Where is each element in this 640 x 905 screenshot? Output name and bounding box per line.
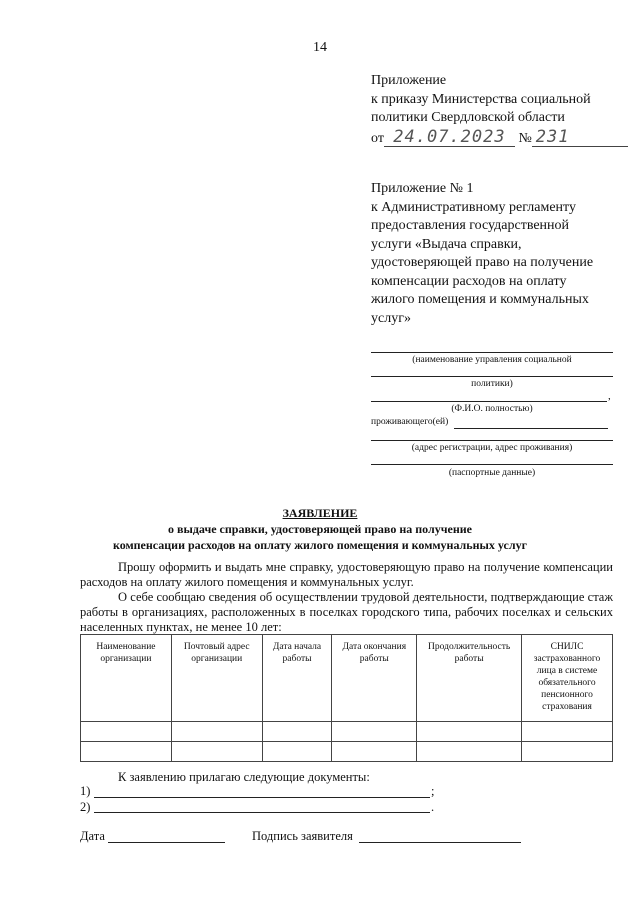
number-label: № <box>518 130 532 146</box>
appendix-regulation <box>371 180 621 328</box>
attachments-intro: К заявлению прилагаю следующие документы: <box>118 770 370 784</box>
fill-line-agency[interactable] <box>371 352 613 353</box>
regulation-line: услуги «Выдача справки, <box>371 236 522 252</box>
date-label: Дата <box>80 829 105 843</box>
attachment-2-label: 2) <box>80 800 91 814</box>
fill-line-residing[interactable] <box>454 428 608 429</box>
appendix-order-line2: к приказу Министерства социальной <box>371 91 591 107</box>
table-cell[interactable] <box>417 742 522 762</box>
attachment-1-line[interactable] <box>94 797 430 798</box>
signature-line[interactable] <box>359 842 521 843</box>
appendix-order-date-row <box>371 128 621 149</box>
table-cell[interactable] <box>522 742 613 762</box>
attachment-1-end: ; <box>431 784 435 798</box>
fill-line-fullname[interactable] <box>371 401 607 402</box>
fill-line-agency-2[interactable] <box>371 376 613 377</box>
order-date: 24.07.2023 <box>384 128 515 148</box>
statement-subtitle-1: о выдаче справки, удостоверяющей право на получение <box>168 522 472 536</box>
statement-subtitle-2: компенсации расходов на оплату жилого помещения и коммунальных услуг <box>112 538 528 552</box>
attachment-2-end: . <box>431 800 435 814</box>
regulation-line: услуг» <box>371 310 411 326</box>
attachment-2-line[interactable] <box>94 812 430 813</box>
header-start-date: Дата начала работы <box>262 635 332 722</box>
header-snils: СНИЛС застрахованного лица в системе обязательного пенсионного страхования <box>522 635 613 722</box>
page-number: 14 <box>313 40 327 55</box>
caption-agency-2: политики) <box>471 379 513 389</box>
appendix-order-line3: политики Свердловской области <box>371 110 565 125</box>
regulation-line: компенсации расходов на оплату <box>371 273 567 289</box>
table-cell[interactable] <box>417 722 522 742</box>
table-cell[interactable] <box>81 742 172 762</box>
header-duration: Продолжительность работы <box>417 635 522 722</box>
table-row <box>81 722 613 742</box>
caption-address: (адрес регистрации, адрес проживания) <box>411 443 573 453</box>
statement-heading: ЗАЯВЛЕНИЕ <box>282 506 358 520</box>
header-end-date: Дата окончания работы <box>332 635 417 722</box>
paragraph-request: Прошу оформить и выдать мне справку, удостоверяющую право на получение компенсации расходов на оплату жилого помещения и коммунальных услуг. <box>80 560 613 589</box>
header-organization: Наименование организации <box>81 635 172 722</box>
regulation-line: жилого помещения и коммунальных <box>371 292 589 307</box>
caption-agency: (наименование управления социальной <box>412 355 572 365</box>
fill-line-passport[interactable] <box>371 464 613 465</box>
appendix-order-line1: Приложение <box>371 73 447 88</box>
fill-line-address[interactable] <box>371 440 613 441</box>
appendix-order <box>371 72 621 148</box>
caption-passport: (паспортные данные) <box>448 468 536 478</box>
header-postal-address: Почтовый адрес организации <box>171 635 262 722</box>
table-cell[interactable] <box>262 722 332 742</box>
paragraph-employment: О себе сообщаю сведения об осуществлении трудовой деятельности, подтверждающие стаж работы в организациях, расположенных в поселках городского типа, рабочих поселках и сельских населенных пунктах, не менее 10 лет: <box>80 590 613 634</box>
table-cell[interactable] <box>262 742 332 762</box>
table-cell[interactable] <box>332 742 417 762</box>
table-cell[interactable] <box>171 742 262 762</box>
signature-label: Подпись заявителя <box>252 829 353 843</box>
regulation-line: к Административному регламенту <box>371 199 576 215</box>
comma: , <box>608 390 611 402</box>
regulation-line: Приложение № 1 <box>371 181 474 196</box>
table-cell[interactable] <box>522 722 613 742</box>
employment-table <box>80 634 613 762</box>
statement-title <box>0 505 640 553</box>
attachment-1-label: 1) <box>80 784 91 798</box>
table-cell[interactable] <box>81 722 172 742</box>
order-number: 231 <box>532 128 628 148</box>
residing-label: проживающего(ей) <box>371 417 449 427</box>
table-header-row <box>81 635 613 722</box>
table-cell[interactable] <box>171 722 262 742</box>
regulation-line: предоставления государственной <box>371 218 570 233</box>
table-cell[interactable] <box>332 722 417 742</box>
regulation-line: удостоверяющей право на получение <box>371 255 594 270</box>
date-line[interactable] <box>108 842 225 843</box>
caption-fullname: (Ф.И.О. полностью) <box>451 404 533 414</box>
table-row <box>81 742 613 762</box>
from-label: от <box>371 130 384 146</box>
